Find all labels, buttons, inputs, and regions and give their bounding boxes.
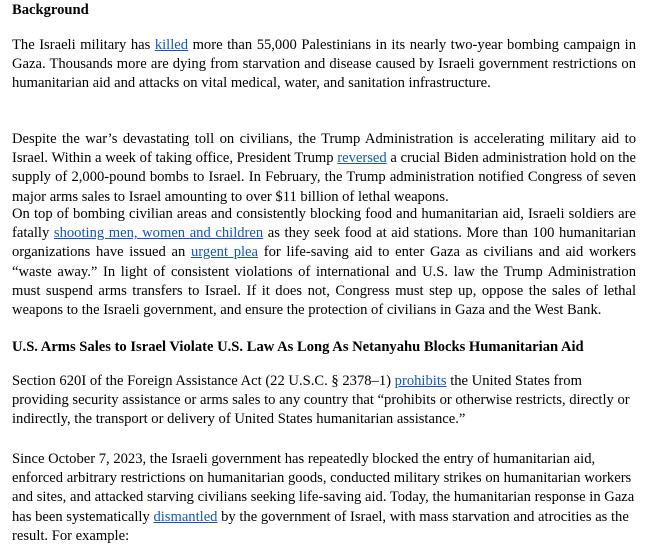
background-p2-text-1: Despite the war’s devastating toll on civilians, the Trump Administration is accelerating military aid to Israel. Within a week of taking office, President Trump <box>12 131 636 167</box>
background-p1-text-2: more than 55,000 Palestinians in its nearly two-year bombing campaign in Gaza. Thousands more are dying from starvation and disease caused by Israeli government restrictions on humanitarian aid and attacks on vital medical, water, and sanitation infrastructure. <box>12 37 636 92</box>
background-paragraph-2 <box>12 130 636 207</box>
arms-sales-paragraph-2 <box>12 450 636 546</box>
prohibits-link[interactable]: prohibits <box>394 373 447 389</box>
reversed-link[interactable]: reversed <box>337 150 387 167</box>
background-p2-text-2: a crucial Biden administration hold on the supply of 2,000-pound bombs to Israel. In February, the Trump administration notified Congress of seven major arms sales to Israel amounting to over $11 billion of lethal weapons. <box>12 150 636 205</box>
background-heading: Background <box>12 2 89 18</box>
background-p1-text-1: The Israeli military has <box>12 37 155 53</box>
shooting-link[interactable]: shooting men, women and children <box>53 225 264 242</box>
arms-p1-text-2: the United States from providing security assistance or arms sales to any country that “prohibits or otherwise restricts, directly or indirectly, the transport or delivery of United States humanitarian assistance.” <box>12 373 630 428</box>
background-paragraph-1 <box>12 36 636 94</box>
background-p3-text-1: On top of bombing civilian areas and consistently blocking food and humanitarian aid, Israeli soldiers are fatally <box>12 206 636 242</box>
killed-link[interactable]: killed <box>154 37 189 53</box>
background-p3-text-3: for life-saving aid to enter Gaza as civilians and aid workers “waste away.” In light of consistent violations of international and U.S. law the Trump Administration must suspend arms transfers to Israel. If it does not, Congress must step up, oppose the sales of lethal weapons to the Israeli government, and ensure the protection of civilians in Gaza and the West Bank. <box>12 244 636 319</box>
background-p3-text-2: as they seek food at aid stations. More than 100 humanitarian organizations have issued an <box>12 225 636 261</box>
arms-sales-paragraph-1 <box>12 372 636 430</box>
arms-p1-text-1: Section 620I of the Foreign Assistance Act (22 U.S.C. § 2378–1) <box>12 373 395 389</box>
arms-p2-text-2: by the government of Israel, with mass starvation and atrocities as the result. For example: <box>12 508 629 544</box>
arms-sales-heading: U.S. Arms Sales to Israel Violate U.S. Law As Long As Netanyahu Blocks Humanitarian Aid <box>12 339 584 355</box>
dismantled-link[interactable]: dismantled <box>153 508 218 525</box>
urgent-plea-link[interactable]: urgent plea <box>190 244 259 261</box>
arms-p2-text-1: Since October 7, 2023, the Israeli government has repeatedly blocked the entry of humanitarian aid, enforced arbitrary restrictions on humanitarian goods, conducted military strikes on humanitarian workers and sites, and attacked starving civilians seeking life-saving aid. Today, the humanitarian response in Gaza has been systematically <box>12 451 635 525</box>
background-paragraph-3 <box>12 205 636 320</box>
